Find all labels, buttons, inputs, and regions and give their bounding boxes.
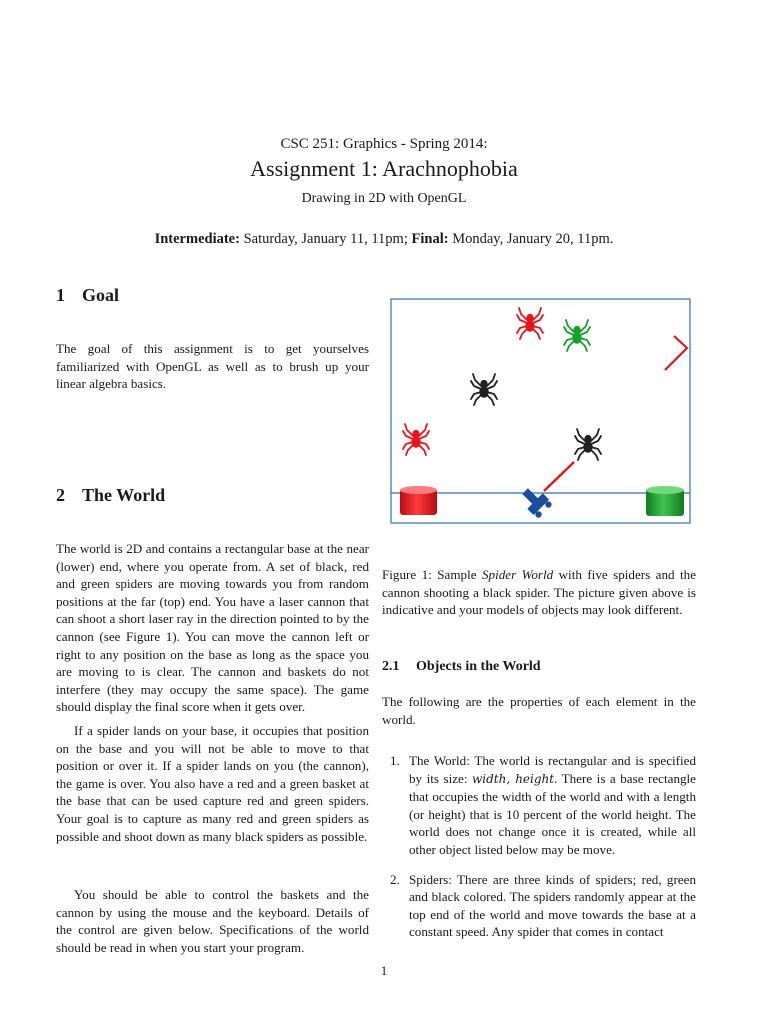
course-line: CSC 251: Graphics - Spring 2014: <box>280 136 488 152</box>
caption-rest: with five spiders and the cannon shooting a black spider. The picture given above is indicative and your models of objects may look different. <box>382 567 697 618</box>
section-goal-number: 1 <box>56 285 65 305</box>
red-basket <box>400 486 437 515</box>
deadline-intermediate-value: Saturday, January 11, 11pm; <box>239 231 412 247</box>
list-item <box>382 752 696 859</box>
world-paragraph-1: The world is 2D and contains a rectangular base at the near (lower) end, where you operate from. A set of black, red and green spiders are moving towards you from random positions at the far (top) end. You have a laser cannon that can shoot a short laser ray in the direction pointed to by the cannon (see Figure 1). You can move the cannon left or right to any position on the base as long as the space you are moving to is clear. The cannon and baskets do not interfere (they may occupy the same space). The game should display the final score when it gets over. <box>56 541 369 715</box>
caption-prefix: Figure 1: Sample <box>382 567 482 582</box>
list-item-text-post: . There is a base rectangle that occupies the width of the world and with a length (or height) that is 10 percent of the world height. The world does not change once it is created, while all other object listed below may be move. <box>409 770 696 857</box>
figure-caption <box>382 566 696 619</box>
deadlines <box>0 231 768 248</box>
section-world-title: The World <box>82 485 166 505</box>
section-world-heading <box>56 485 165 506</box>
subsection-objects-title: Objects in the World <box>416 659 541 674</box>
deadline-final-value: Monday, January 20, 11pm. <box>448 231 614 247</box>
deadline-final-label: Final: <box>411 231 449 247</box>
deadline-intermediate-label: Intermediate: <box>154 231 240 247</box>
page-number: 1 <box>380 963 388 978</box>
objects-list <box>382 752 696 941</box>
caption-italic: Spider World <box>481 567 554 582</box>
goal-paragraph: The goal of this assignment is to get yourselves familiarized with OpenGL as well as to brush up your linear algebra basics. <box>56 341 369 392</box>
list-item <box>382 871 696 941</box>
world-paragraph-3: You should be able to control the baskets and the cannon by using the mouse and the keyboard. Details of the control are given below. Specifications of the world should be read in when you start your program. <box>56 887 369 955</box>
list-item-math: width, height <box>471 771 555 786</box>
list-item-number: 1. <box>390 753 400 768</box>
assignment-title: Assignment 1: Arachnophobia <box>250 156 518 181</box>
section-goal-title: Goal <box>82 285 120 305</box>
list-item-text: Spiders: There are three kinds of spiders; red, green and black colored. The spiders randomly appear at the top end of the world and move towards the base at a constant speed. Any spider that comes in contact <box>409 871 696 940</box>
assignment-subtitle: Drawing in 2D with OpenGL <box>301 191 467 206</box>
spider-world-figure <box>384 292 698 528</box>
subsection-objects-heading <box>382 659 541 675</box>
list-item-text: The World: The world is rectangular and is specified by its size: <box>409 753 696 786</box>
green-basket <box>646 486 684 516</box>
world-paragraph-2: If a spider lands on your base, it occupies that position on the base and you will not be able to move to that position or over it. If a spider lands on you (the cannon), the game is over. You also have a red and a green basket at the base that can be used capture red and green spiders. Your goal is to capture as many red and green spiders as possible and shoot down as many black spiders as possible. <box>56 723 369 844</box>
subsection-objects-number: 2.1 <box>382 659 400 674</box>
list-item-number: 2. <box>390 871 400 887</box>
objects-intro: The following are the properties of each element in the world. <box>382 694 696 727</box>
section-world-number: 2 <box>56 485 65 505</box>
section-goal-heading <box>56 285 119 306</box>
